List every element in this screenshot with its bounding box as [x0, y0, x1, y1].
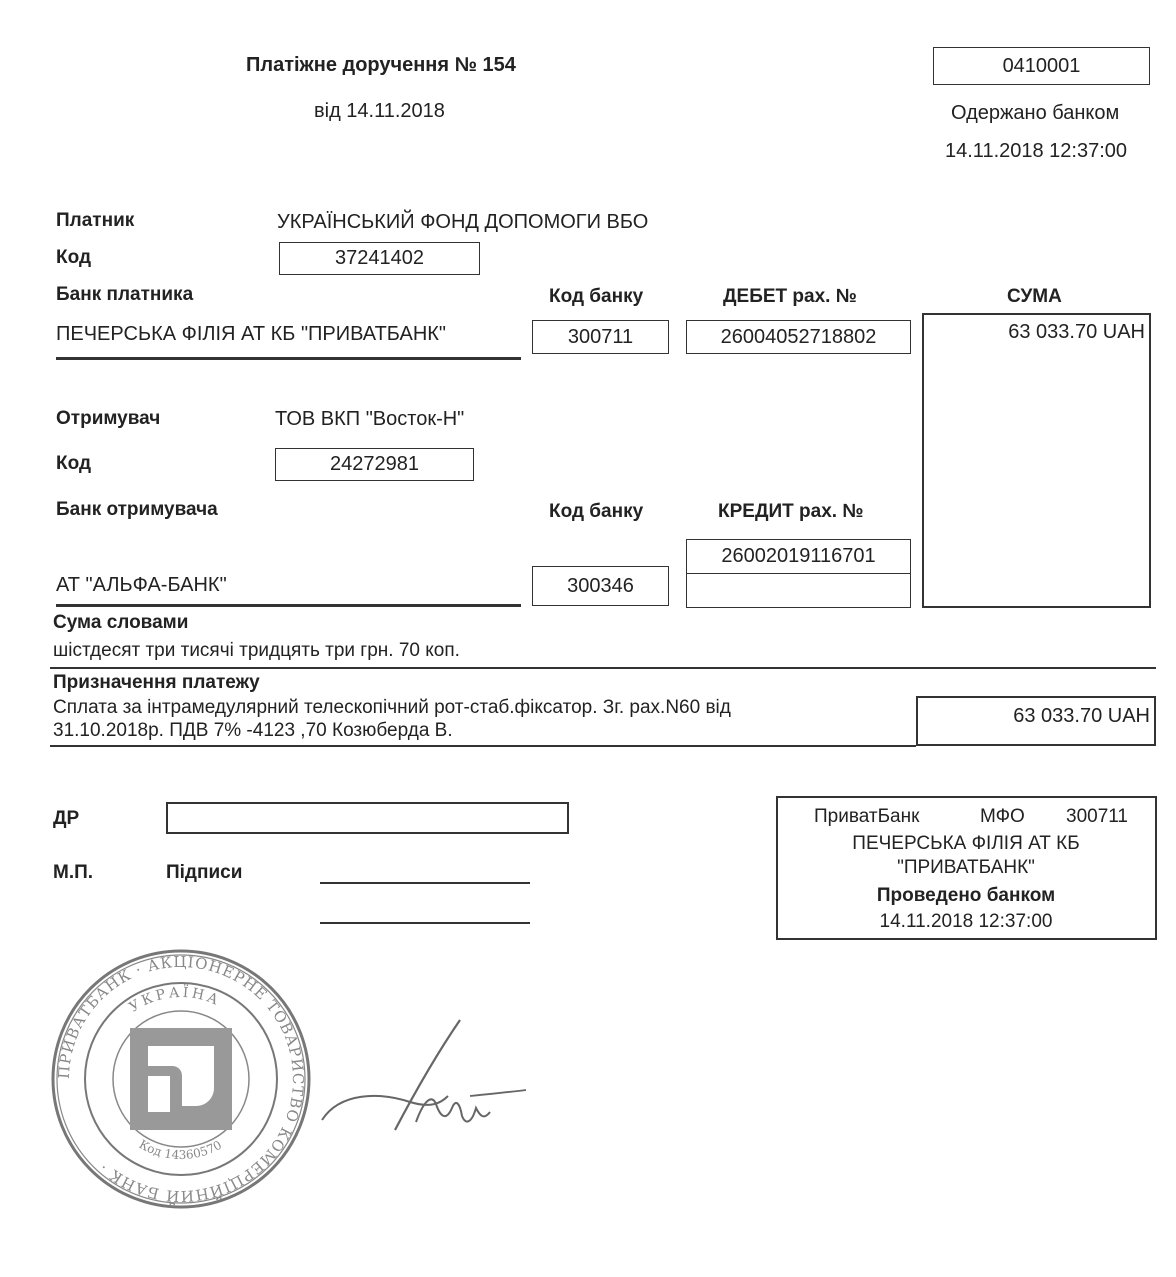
recipient-label: Отримувач	[56, 408, 161, 429]
recipient-bank-underline	[56, 604, 521, 607]
recipient-code-box	[275, 448, 474, 481]
dr-box	[166, 802, 569, 834]
credit-account-box	[686, 539, 911, 574]
document-date: від 14.11.2018	[314, 100, 445, 122]
signature-line-2	[320, 922, 530, 924]
signatures-label: Підписи	[166, 862, 243, 883]
payer-bank-underline	[56, 357, 521, 360]
debit-account-box	[686, 320, 911, 354]
amount-value: 63 033.70 UAH	[1008, 321, 1145, 343]
stamp-branch-line-1: ПЕЧЕРСЬКА ФІЛІЯ АТ КБ	[852, 833, 1080, 854]
purpose-amount: 63 033.70 UAH	[1013, 705, 1150, 727]
separator-line	[50, 667, 1156, 669]
stamp-mfo: 300711	[1066, 806, 1128, 827]
purpose-label: Призначення платежу	[53, 672, 260, 693]
credit-account: 26002019116701	[721, 545, 876, 567]
payer-code-label: Код	[56, 247, 92, 268]
stamp-bank-name: ПриватБанк	[814, 806, 920, 827]
seal-inner-text: УКРАЇНА	[126, 984, 224, 1016]
recipient-code: 24272981	[330, 453, 419, 475]
payer-bank-name: ПЕЧЕРСЬКА ФІЛІЯ АТ КБ "ПРИВАТБАНК"	[56, 323, 447, 345]
seal-outer-text: ПРИВАТБАНК · АКЦІОНЕРНЕ ТОВАРИСТВО КОМЕРЦІЙНИЙ БАНК ·	[54, 952, 308, 1206]
stamp-processed-datetime: 14.11.2018 12:37:00	[879, 911, 1053, 932]
purpose-line-1: Сплата за інтрамедулярний телескопічний рот-стаб.фіксатор. Зг. рах.N60 від	[53, 697, 731, 718]
payer-bank-code-box	[532, 320, 669, 354]
payer-bank-label: Банк платника	[56, 284, 194, 305]
debit-account: 26004052718802	[720, 326, 877, 348]
amount-box	[922, 313, 1151, 608]
recipient-bank-name: АТ "АЛЬФА-БАНК"	[56, 574, 227, 596]
form-code-box	[933, 47, 1150, 85]
purpose-underline	[50, 745, 916, 747]
mp-label: М.П.	[53, 862, 94, 883]
bank-seal-icon	[50, 948, 312, 1210]
recipient-bank-code-box	[532, 566, 669, 606]
credit-label: КРЕДИТ рах. №	[718, 501, 864, 522]
purpose-line-2: 31.10.2018р. ПДВ 7% -4123 ,70 Козюберда В.	[53, 720, 453, 741]
document-title: Платіжне доручення № 154	[246, 54, 516, 76]
payer-code-box	[279, 242, 480, 275]
handwritten-signature-icon	[320, 1012, 530, 1142]
form-code: 0410001	[1002, 55, 1081, 77]
purpose-amount-box	[916, 696, 1156, 746]
recipient-bank-code-label: Код банку	[549, 501, 644, 522]
seal-code-text: Код 14360570	[136, 1137, 225, 1163]
recipient-bank-label: Банк отримувача	[56, 499, 218, 520]
signature-line-1	[320, 882, 530, 884]
stamp-processed-label: Проведено банком	[876, 885, 1056, 906]
payer-name: УКРАЇНСЬКИЙ ФОНД ДОПОМОГИ ВБО	[277, 211, 649, 233]
amount-label: СУМА	[1007, 286, 1062, 307]
stamp-branch-line-2: "ПРИВАТБАНК"	[897, 857, 1035, 878]
received-datetime: 14.11.2018 12:37:00	[945, 140, 1128, 162]
received-label: Одержано банком	[951, 102, 1120, 124]
stamp-mfo-label: МФО	[980, 806, 1025, 827]
debit-label: ДЕБЕТ рах. №	[723, 286, 857, 307]
recipient-bank-code: 300346	[567, 575, 634, 597]
dr-label: ДР	[53, 808, 80, 829]
bank-stamp-box	[776, 796, 1157, 940]
payer-code: 37241402	[335, 247, 424, 269]
payer-label: Платник	[56, 210, 135, 231]
recipient-code-label: Код	[56, 453, 92, 474]
amount-words-label: Сума словами	[53, 612, 189, 633]
payer-bank-code-label: Код банку	[549, 286, 644, 307]
payer-bank-code: 300711	[567, 326, 634, 348]
credit-extra-box	[686, 573, 911, 608]
amount-words: шістдесят три тисячі тридцять три грн. 70 коп.	[53, 640, 460, 661]
recipient-name: ТОВ ВКП "Восток-Н"	[275, 408, 465, 430]
